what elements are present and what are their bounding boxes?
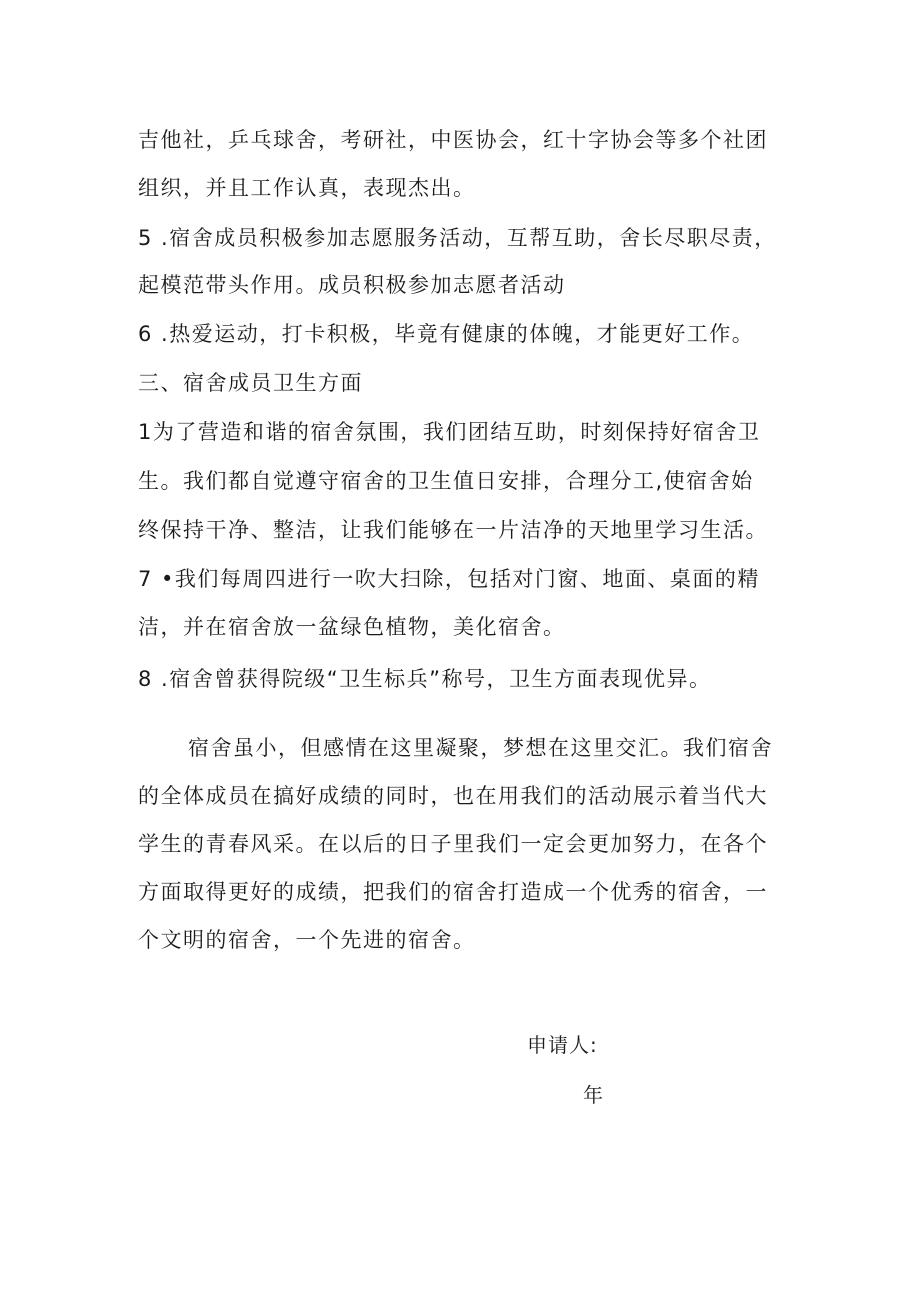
text-line: 组织，并且工作认真，表现杰出。 [138,176,476,200]
closing-paragraph-line: 的全体成员在搞好成绩的同时，也在用我们的活动展示着当代大 [138,784,768,808]
list-item-6: 6 .热爱运动，打卡积极，毕竟有健康的体魄，才能更好工作。 [138,322,755,346]
text-line: 生。我们都自觉遵守宿舍的卫生值日安排，合理分工,使宿舍始 [138,469,754,493]
list-item-7: 7 •我们每周四进行一吹大扫除，包括对门窗、地面、桌面的精 [138,567,760,591]
closing-paragraph-line: 个文明的宿舍，一个先进的宿舍。 [138,928,476,952]
section-heading: 三、宿舍成员卫生方面 [138,371,363,395]
list-item-8: 8 .宿舍曾获得院级“卫生标兵”称号，卫生方面表现优异。 [138,667,712,691]
list-item-1: 1为了营造和谐的宿舍氛围，我们团结互助，时刻保持好宿舍卫 [138,420,761,444]
text-line: 洁，并在宿舍放一盆绿色植物，美化宿舍。 [138,615,566,639]
list-item-5: 5 .宿舍成员积极参加志愿服务活动，互帮互助，舍长尽职尽责， [138,226,777,250]
text-line: 起模范带头作用。成员积极参加志愿者活动 [138,273,566,297]
closing-paragraph-line: 宿舍虽小，但感情在这里凝聚，梦想在这里交汇。我们宿舍 [188,736,773,760]
applicant-label: 申请人: [527,1033,598,1057]
closing-paragraph-line: 学生的青春风采。在以后的日子里我们一定会更加努力，在各个 [138,832,768,856]
text-line: 终保持干净、整洁，让我们能够在一片洁净的天地里学习生活。 [138,518,768,542]
closing-paragraph-line: 方面取得更好的成绩，把我们的宿舍打造成一个优秀的宿舍，一 [138,880,768,904]
date-year-label: 年 [583,1083,604,1107]
text-line: 吉他社，乒乓球舍，考研社，中医协会，红十字协会等多个社团 [138,128,768,152]
